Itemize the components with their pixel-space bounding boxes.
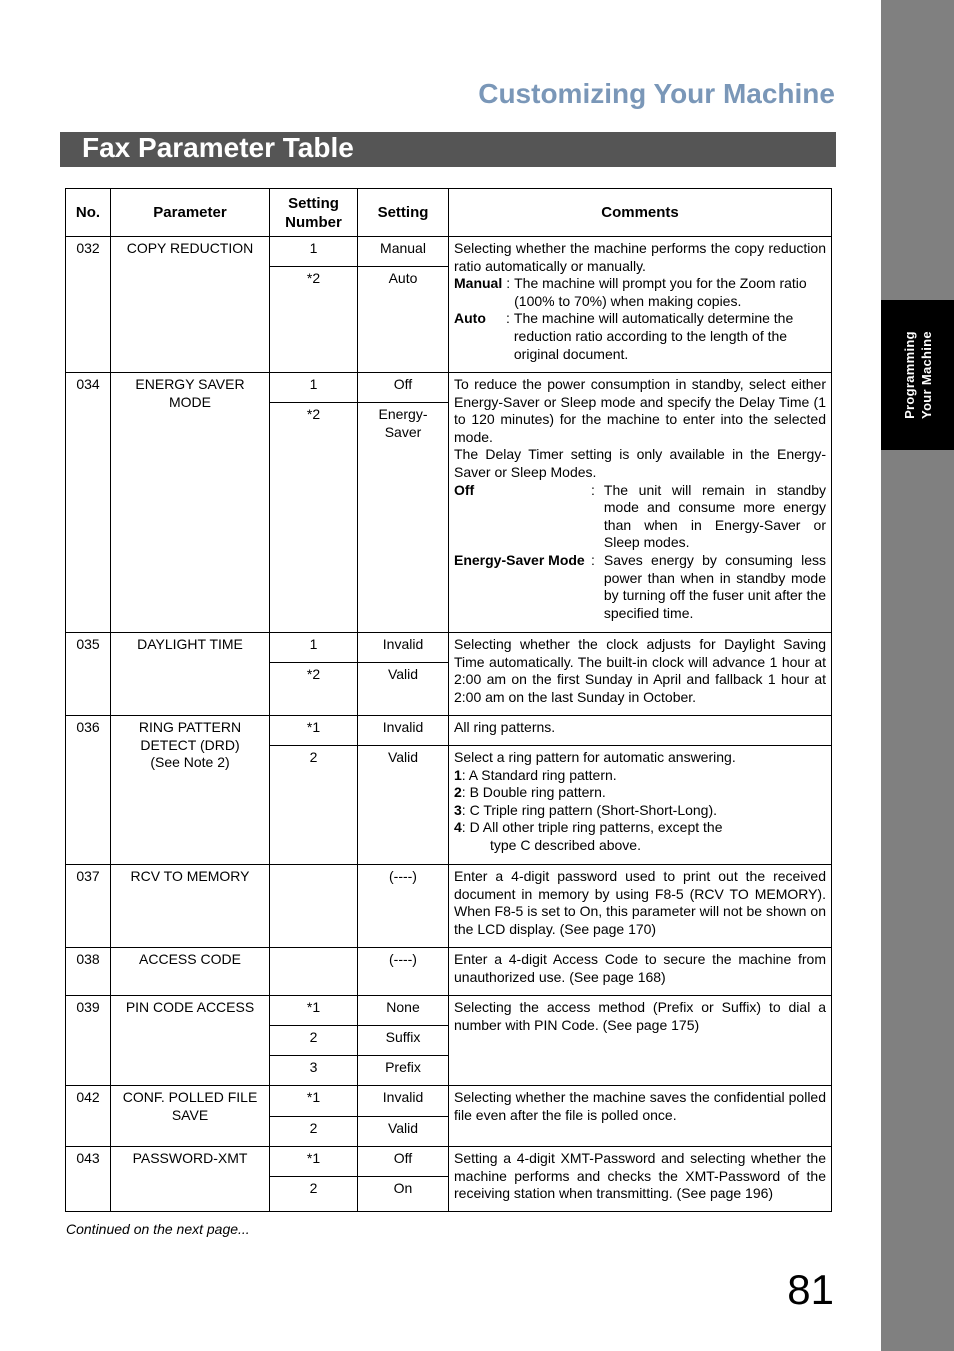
setting-value: Valid: [358, 663, 449, 716]
setting-number: *2: [270, 663, 358, 716]
term-off: [454, 482, 826, 552]
row-no: 034: [66, 373, 111, 633]
table-row: [66, 373, 832, 403]
term-description: The machine will prompt you for the Zoom ratio (100% to 70%) when making copies.: [514, 275, 807, 309]
side-tab-label: [901, 331, 935, 419]
row-no: 042: [66, 1086, 111, 1147]
row-comment: [449, 746, 832, 865]
row-no: 037: [66, 865, 111, 948]
setting-value: Invalid: [358, 633, 449, 663]
term-key: Manual: [454, 275, 503, 292]
row-comment: Selecting whether the clock adjusts for Daylight Saving Time automatically. The built-in clock will advance 1 hour at 2:00 am on the first Sunday in April and fallback 1 hour at 2:00 am on the last Sunday in October.: [449, 633, 832, 716]
setting-value: On: [358, 1177, 449, 1212]
setting-value: Auto: [358, 267, 449, 373]
setting-number: [270, 865, 358, 948]
section-banner: [60, 132, 836, 167]
ring-pattern-item: [454, 767, 826, 785]
setting-value: Valid: [358, 746, 449, 865]
row-comment: Selecting the access method (Prefix or Suffix) to dial a number with PIN Code. (See page 175): [449, 996, 832, 1086]
ring-pattern-text: : A Standard ring pattern.: [461, 766, 617, 783]
ring-pattern-text: : C Triple ring pattern (Short-Short-Long).: [461, 801, 718, 818]
row-comment: [449, 237, 832, 373]
setting-number: *2: [270, 403, 358, 633]
comment-text-2: The Delay Timer setting is only available in the Energy-Saver or Sleep Modes.: [454, 446, 826, 480]
row-comment: [449, 373, 832, 633]
term-description: The machine will automatically determine the reduction ratio according to the length of the original document.: [513, 310, 794, 362]
ring-pattern-number: 3: [454, 801, 462, 818]
table-header-row: [66, 189, 832, 237]
ring-pattern-number: 1: [454, 766, 462, 783]
ring-pattern-item: [454, 784, 826, 802]
table-row: [66, 633, 832, 663]
row-parameter-cell: [111, 716, 270, 865]
setting-value: Prefix: [358, 1056, 449, 1086]
setting-value: Invalid: [358, 1086, 449, 1117]
table-row: [66, 1086, 832, 1117]
row-parameter: CONF. POLLED FILE SAVE: [111, 1086, 270, 1147]
row-no: 043: [66, 1147, 111, 1212]
row-parameter: DAYLIGHT TIME: [111, 633, 270, 716]
row-parameter: PIN CODE ACCESS: [111, 996, 270, 1086]
ring-pattern-item: [454, 802, 826, 820]
side-tab: [881, 300, 954, 450]
setting-value: None: [358, 996, 449, 1026]
term-key: Off: [454, 481, 475, 498]
setting-number: 1: [270, 237, 358, 267]
setting-number: 2: [270, 1117, 358, 1147]
header-parameter: Parameter: [111, 189, 270, 237]
setting-number: 3: [270, 1056, 358, 1086]
row-comment: Selecting whether the machine saves the confidential polled file even after the file is polled once.: [449, 1086, 832, 1147]
row-parameter: ACCESS CODE: [111, 948, 270, 996]
row-comment: Enter a 4-digit Access Code to secure the machine from unauthorized use. (See page 168): [449, 948, 832, 996]
term-colon: :: [506, 275, 511, 292]
setting-number: 2: [270, 1177, 358, 1212]
row-no: 038: [66, 948, 111, 996]
row-comment: Setting a 4-digit XMT-Password and selecting whether the machine performs and checks the XMT-Password of the receiving station when transmitting. (See page 196): [449, 1147, 832, 1212]
row-parameter: RING PATTERN DETECT (DRD): [138, 719, 242, 753]
side-strip: [881, 0, 954, 1351]
setting-number: 2: [270, 746, 358, 865]
row-parameter: PASSWORD-XMT: [111, 1147, 270, 1212]
side-tab-line-1: Programming: [901, 331, 917, 419]
header-setting: Setting: [358, 189, 449, 237]
setting-number: 1: [270, 373, 358, 403]
term-energy-saver-mode: [454, 552, 826, 622]
row-no: 035: [66, 633, 111, 716]
chapter-title: Customizing Your Machine: [478, 78, 835, 109]
header-no: No.: [66, 189, 111, 237]
continued-note: Continued on the next page...: [66, 1221, 250, 1237]
term-key: Energy-Saver Mode: [454, 551, 585, 568]
term-colon: :: [506, 310, 510, 327]
row-comment: Enter a 4-digit password used to print out the received document in memory by using F8-5 (RCV TO MEMORY). When F8-5 is set to On, this parameter will not be shown on the LCD display. (See page 170): [449, 865, 832, 948]
term-colon: :: [591, 551, 595, 568]
row-comment: All ring patterns.: [449, 716, 832, 746]
setting-number: *1: [270, 1086, 358, 1117]
setting-value: Off: [358, 1147, 449, 1177]
ring-pattern-number: 4: [454, 819, 462, 836]
setting-number: [270, 948, 358, 996]
row-no: 039: [66, 996, 111, 1086]
ring-pattern-item: [454, 819, 826, 837]
setting-value: (----): [358, 948, 449, 996]
term-key: Auto: [454, 310, 486, 327]
setting-number: *1: [270, 1147, 358, 1177]
header-comments: Comments: [449, 189, 832, 237]
table-row: [66, 996, 832, 1026]
setting-value: Invalid: [358, 716, 449, 746]
table-row: [66, 716, 832, 746]
table-row: [66, 948, 832, 996]
term-description: Saves energy by consuming less power than when in standby mode by turning off the fuser unit after the specified time.: [603, 551, 826, 621]
comment-text: To reduce the power consumption in standby, select either Energy-Saver or Sleep mode and specify the Delay Time (1 to 120 minutes) for the machine to enter into the selected mode.: [454, 376, 826, 445]
table-row: [66, 1147, 832, 1177]
term-description: The unit will remain in standby mode and consume more energy than when in Energy-Saver or Sleep modes.: [603, 481, 826, 551]
row-parameter: COPY REDUCTION: [111, 237, 270, 373]
row-parameter: RCV TO MEMORY: [111, 865, 270, 948]
row-parameter-note: (See Note 2): [150, 754, 230, 771]
row-parameter: ENERGY SAVER MODE: [111, 373, 270, 633]
table-row: [66, 865, 832, 948]
setting-number: 1: [270, 633, 358, 663]
setting-value: Energy-Saver: [358, 403, 449, 633]
ring-pattern-continuation: type C described above.: [490, 836, 641, 853]
row-no: 032: [66, 237, 111, 373]
setting-number: *1: [270, 716, 358, 746]
page-number: 81: [787, 1266, 834, 1313]
setting-value: (----): [358, 865, 449, 948]
setting-value: Manual: [358, 237, 449, 267]
setting-value: Off: [358, 373, 449, 403]
setting-value: Suffix: [358, 1026, 449, 1056]
setting-number: *2: [270, 267, 358, 373]
setting-number: 2: [270, 1026, 358, 1056]
side-tab-line-2: Your Machine: [918, 331, 934, 419]
ring-pattern-text: : B Double ring pattern.: [461, 784, 606, 801]
term-manual: [454, 275, 826, 310]
ring-pattern-number: 2: [454, 784, 462, 801]
row-no: 036: [66, 716, 111, 865]
comment-text: Select a ring pattern for automatic answering.: [454, 749, 736, 765]
term-colon: :: [591, 481, 595, 498]
term-auto: [454, 310, 826, 363]
ring-pattern-text: : D All other triple ring patterns, except the: [461, 819, 723, 836]
fax-parameter-table: [65, 188, 832, 1212]
setting-value: Valid: [358, 1117, 449, 1147]
section-title: Fax Parameter Table: [82, 132, 354, 163]
table-row: [66, 237, 832, 267]
setting-number: *1: [270, 996, 358, 1026]
comment-text: Selecting whether the machine performs the copy reduction ratio automatically or manually.: [454, 240, 826, 274]
header-setting-number: Setting Number: [270, 189, 358, 237]
